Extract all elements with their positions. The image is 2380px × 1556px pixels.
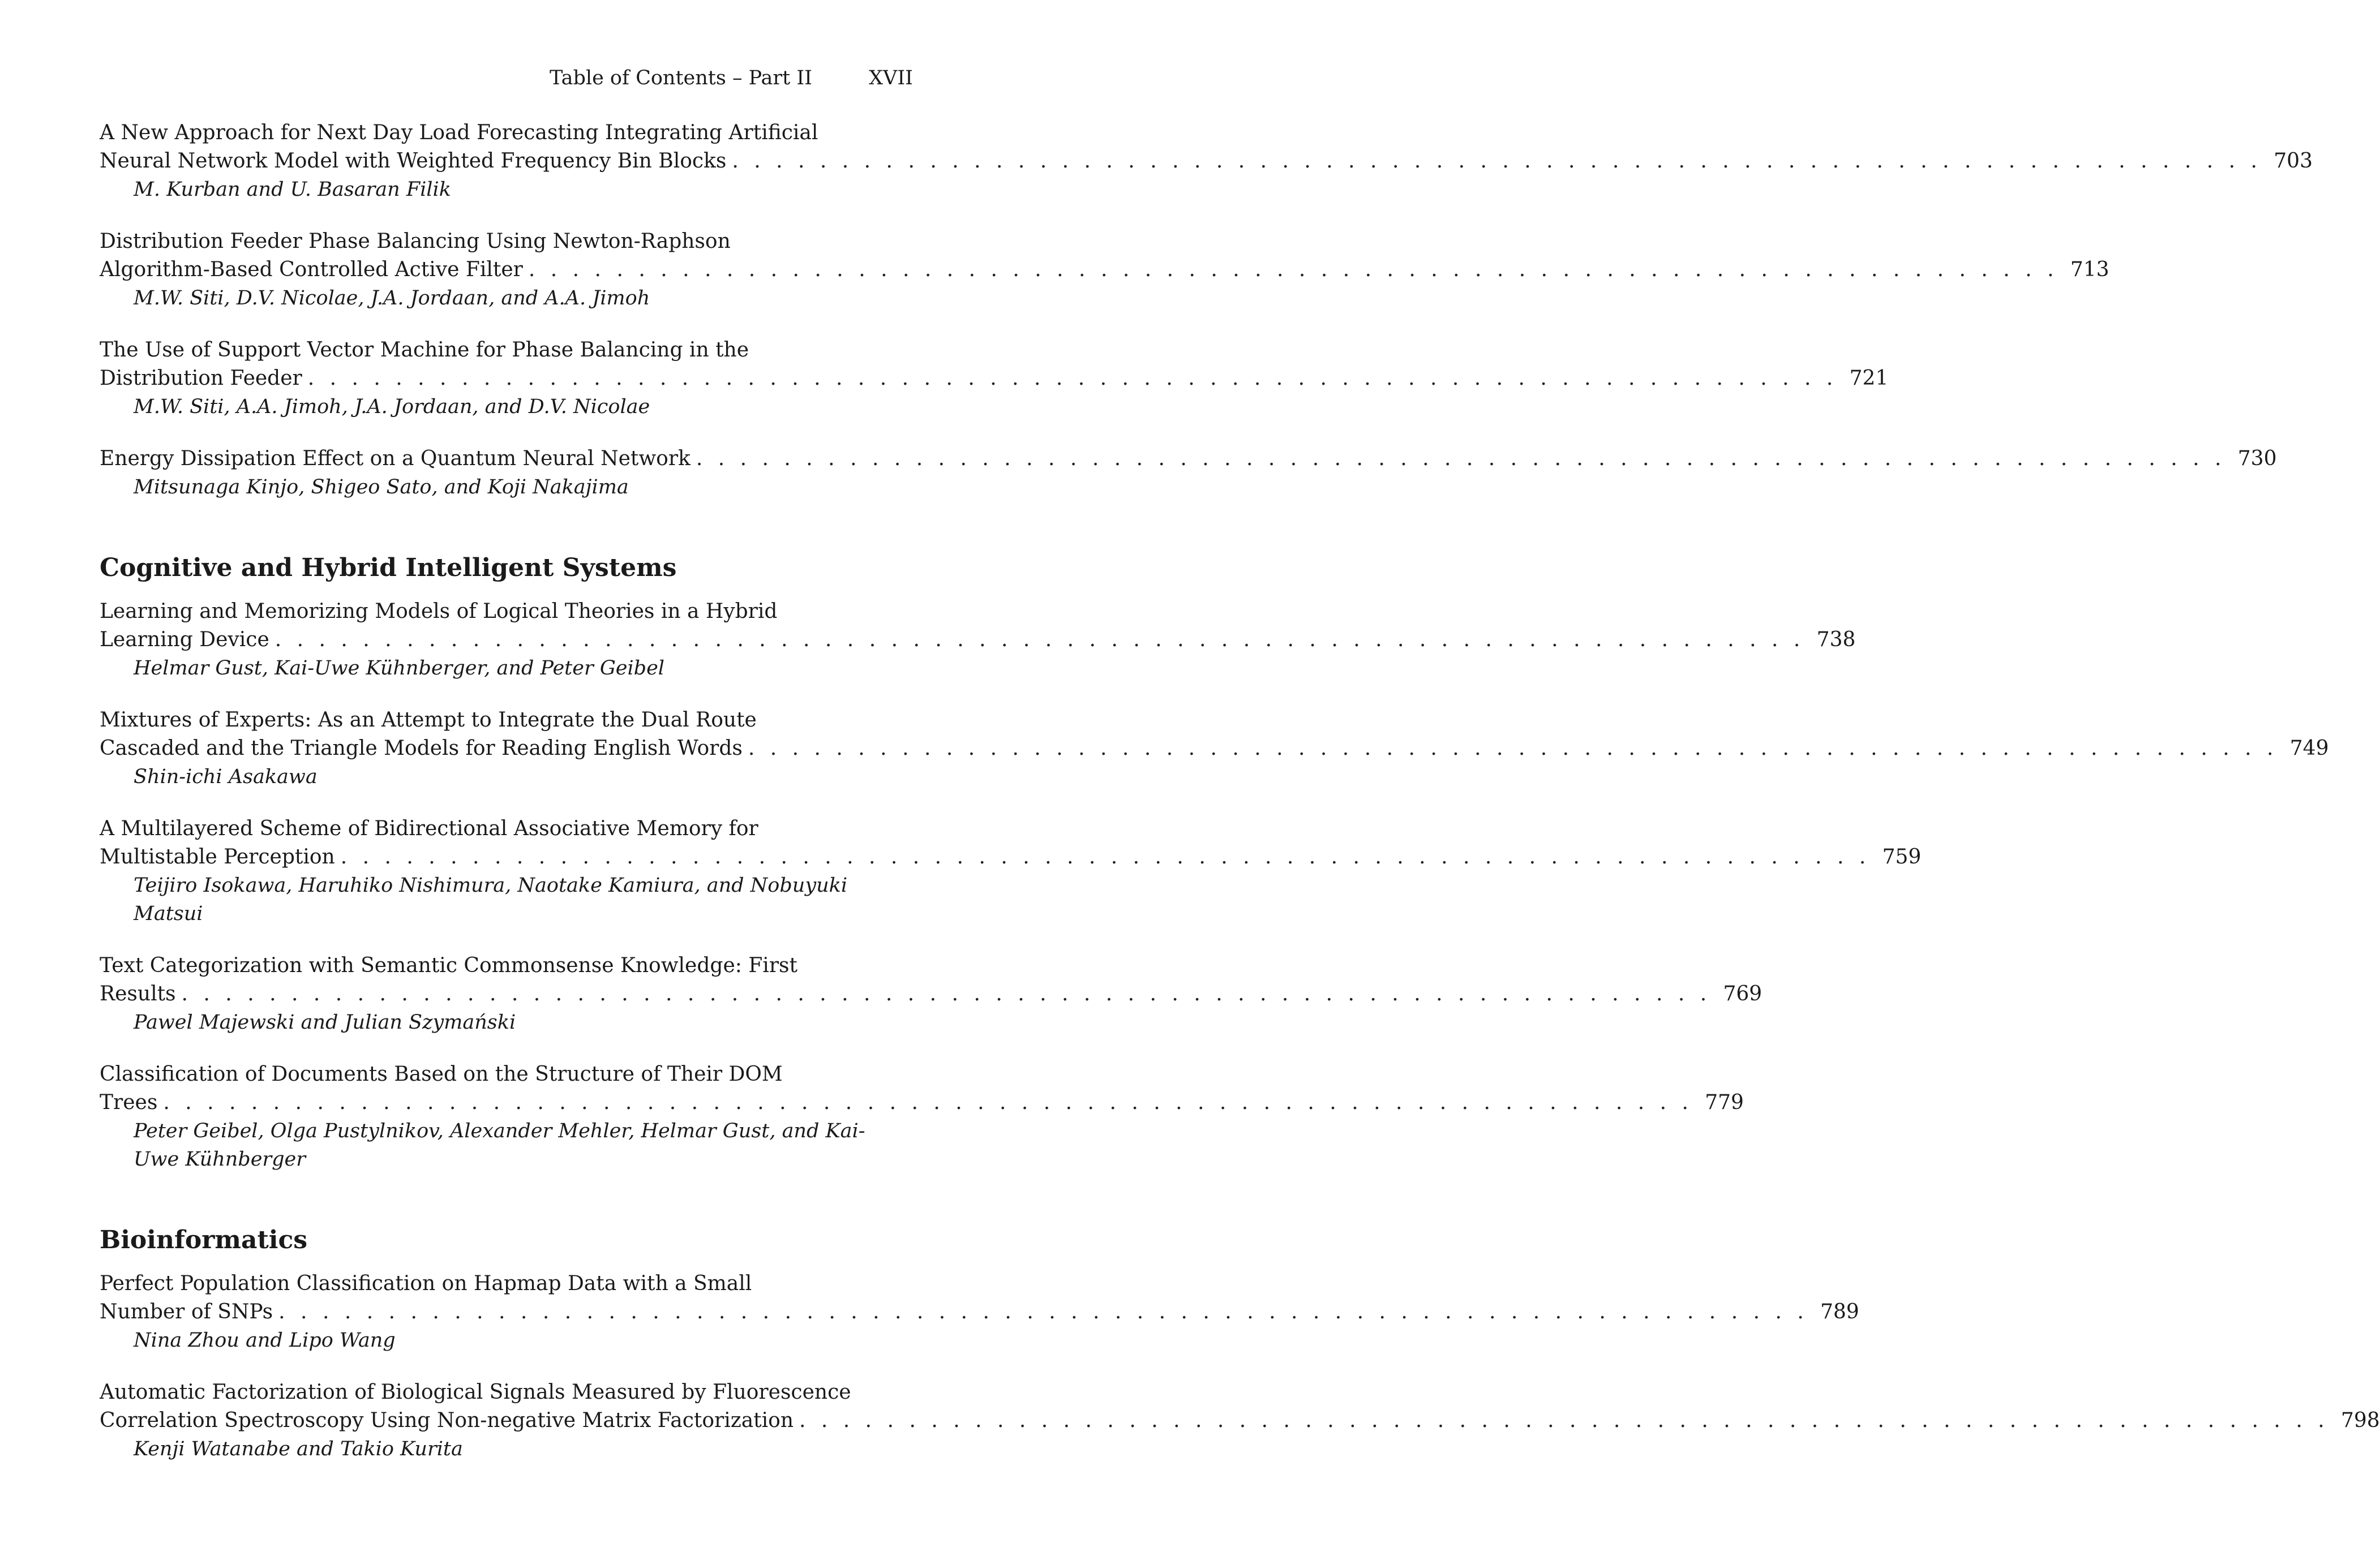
entry-authors: Helmar Gust, Kai-Uwe Kühnberger, and Peter Geibel [134, 657, 664, 680]
page-number: 759 [1882, 845, 1922, 869]
entry-authors: Pawel Majewski and Julian Szymański [134, 1011, 516, 1034]
toc-entry [100, 227, 2109, 312]
dot-leader: . . . . . . . . . . . . . . . . . . . . . . . . . . . . . . . . . . . . . . . . . . . . . . . . . . . . . . . . . . . . . . . . . . . . . . [278, 1300, 1808, 1323]
toc-entry [100, 336, 1889, 421]
toc-entry [100, 1060, 1744, 1174]
entry-title [100, 815, 1922, 871]
entry-title-last-line [100, 1089, 1744, 1117]
entry-authors: Nina Zhou and Lipo Wang [134, 1329, 396, 1352]
dot-leader: . . . . . . . . . . . . . . . . . . . . . . . . . . . . . . . . . . . . . . . . . . . . . . . . . . . . . . . . . . . . . . . . . . . . . . [528, 258, 2059, 281]
dot-leader: . . . . . . . . . . . . . . . . . . . . . . . . . . . . . . . . . . . . . . . . . . . . . . . . . . . . . . . . . . . . . . . . . . . . . . [163, 1091, 1693, 1114]
entry-title-last-line [100, 980, 1763, 1008]
entry-title-last-line [100, 364, 1889, 393]
entry-title-line: Cascaded and the Triangle Models for Reading English Words [100, 737, 743, 760]
toc-section [100, 551, 2329, 1174]
entry-authors: Teijiro Isokawa, Haruhiko Nishimura, Naotake Kamiura, and Nobuyuki Matsui [134, 874, 848, 925]
entry-title-line: Perfect Population Classification on Hapmap Data with a Small [100, 1272, 752, 1295]
entry-title-line: Distribution Feeder [100, 367, 302, 390]
toc-entry [100, 1270, 1859, 1355]
running-head-title: Table of Contents – Part II [550, 67, 812, 89]
entry-title-last-line [100, 734, 2329, 763]
page-number: 779 [1705, 1091, 1744, 1114]
entry-title-last-line [100, 1407, 2380, 1435]
entry-title-line: Classification of Documents Based on the Structure of Their DOM [100, 1063, 783, 1086]
entry-title-line: Learning and Memorizing Models of Logical Theories in a Hybrid [100, 600, 778, 623]
toc-entry [100, 445, 2277, 501]
entry-title-line: Text Categorization with Semantic Commonsense Knowledge: First [100, 954, 797, 977]
toc-content [100, 119, 2380, 1487]
dot-leader: . . . . . . . . . . . . . . . . . . . . . . . . . . . . . . . . . . . . . . . . . . . . . . . . . . . . . . . . . . . . . . . . . . . . . . [307, 367, 1838, 390]
entry-title [100, 119, 2313, 175]
page-number: 703 [2274, 149, 2313, 173]
running-head-page-number: XVII [869, 67, 913, 89]
entry-title-line: Automatic Factorization of Biological Signals Measured by Fluorescence [100, 1381, 851, 1404]
dot-leader: . . . . . . . . . . . . . . . . . . . . . . . . . . . . . . . . . . . . . . . . . . . . . . . . . . . . . . . . . . . . . . . . . . . . . . [275, 628, 1805, 651]
entry-title-line: A New Approach for Next Day Load Forecasting Integrating Artificial [100, 121, 818, 144]
entry-authors: Shin-ichi Asakawa [134, 766, 318, 788]
entry-title [100, 336, 1889, 393]
page-number: 730 [2237, 447, 2277, 470]
entry-authors: Peter Geibel, Olga Pustylnikov, Alexander Mehler, Helmar Gust, and Kai-Uwe Kühnberger [134, 1120, 865, 1171]
entry-authors: Kenji Watanabe and Takio Kurita [134, 1438, 463, 1460]
entry-title-last-line [100, 256, 2109, 284]
entry-authors: M.W. Siti, D.V. Nicolae, J.A. Jordaan, and A.A. Jimoh [134, 287, 650, 310]
entry-title-last-line [100, 843, 1922, 871]
toc-section [100, 1223, 2380, 1463]
entry-title-last-line [100, 445, 2277, 473]
dot-leader: . . . . . . . . . . . . . . . . . . . . . . . . . . . . . . . . . . . . . . . . . . . . . . . . . . . . . . . . . . . . . . . . . . . . . . [748, 737, 2278, 760]
entry-title-line: Trees [100, 1091, 158, 1114]
entry-title [100, 445, 2277, 473]
entry-title [100, 1378, 2380, 1435]
page-number: 749 [2289, 737, 2329, 760]
toc-entry [100, 119, 2313, 204]
page-number: 713 [2070, 258, 2109, 281]
entry-title [100, 1060, 1744, 1117]
dot-leader: . . . . . . . . . . . . . . . . . . . . . . . . . . . . . . . . . . . . . . . . . . . . . . . . . . . . . . . . . . . . . . . . . . . . . . [181, 982, 1712, 1005]
toc-entry [100, 1378, 2380, 1463]
entry-authors: M.W. Siti, A.A. Jimoh, J.A. Jordaan, and D.V. Nicolae [134, 396, 650, 418]
entry-authors: Mitsunaga Kinjo, Shigeo Sato, and Koji Nakajima [134, 476, 629, 498]
dot-leader: . . . . . . . . . . . . . . . . . . . . . . . . . . . . . . . . . . . . . . . . . . . . . . . . . . . . . . . . . . . . . . . . . . . . . . [696, 447, 2226, 470]
page-number: 789 [1820, 1300, 1859, 1323]
entry-title-last-line [100, 626, 1856, 654]
entry-title [100, 952, 1763, 1008]
entry-title-line: Number of SNPs [100, 1300, 273, 1323]
dot-leader: . . . . . . . . . . . . . . . . . . . . . . . . . . . . . . . . . . . . . . . . . . . . . . . . . . . . . . . . . . . . . . . . . . . . . . [340, 845, 1871, 869]
entry-title [100, 598, 1856, 654]
toc-entry [100, 815, 1922, 928]
entry-title-line: Algorithm-Based Controlled Active Filter [100, 258, 523, 281]
page-number: 721 [1849, 367, 1889, 390]
entry-title-line: Multistable Perception [100, 845, 335, 869]
dot-leader: . . . . . . . . . . . . . . . . . . . . . . . . . . . . . . . . . . . . . . . . . . . . . . . . . . . . . . . . . . . . . . . . . . . . . . [799, 1409, 2329, 1432]
entry-title [100, 1270, 1859, 1326]
entry-title-line: Learning Device [100, 628, 269, 651]
entry-title-line: The Use of Support Vector Machine for Phase Balancing in the [100, 338, 749, 362]
entry-title-last-line [100, 1298, 1859, 1326]
entry-title-line: Mixtures of Experts: As an Attempt to Integrate the Dual Route [100, 708, 757, 732]
toc-entry [100, 952, 1763, 1037]
entry-authors: M. Kurban and U. Basaran Filik [134, 178, 451, 201]
page-number: 769 [1723, 982, 1763, 1005]
entry-title-line: Distribution Feeder Phase Balancing Using Newton-Raphson [100, 230, 731, 253]
running-head [0, 63, 1014, 93]
entry-title [100, 706, 2329, 763]
entry-title-line: Results [100, 982, 176, 1005]
section-heading: Bioinformatics [100, 1226, 308, 1254]
page-number: 798 [2340, 1409, 2380, 1432]
section-heading: Cognitive and Hybrid Intelligent Systems [100, 553, 677, 582]
toc-entry [100, 706, 2329, 791]
entry-title-last-line [100, 147, 2313, 175]
entry-title [100, 227, 2109, 284]
entry-title-line: Correlation Spectroscopy Using Non-negative Matrix Factorization [100, 1409, 794, 1432]
entry-title-line: Neural Network Model with Weighted Frequency Bin Blocks [100, 149, 727, 173]
dot-leader: . . . . . . . . . . . . . . . . . . . . . . . . . . . . . . . . . . . . . . . . . . . . . . . . . . . . . . . . . . . . . . . . . . . . . . [732, 149, 2262, 173]
entry-title-line: Energy Dissipation Effect on a Quantum Neural Network [100, 447, 691, 470]
toc-entry [100, 598, 1856, 682]
entry-title-line: A Multilayered Scheme of Bidirectional Associative Memory for [100, 817, 758, 840]
toc-section [100, 119, 2313, 501]
page-number: 738 [1816, 628, 1856, 651]
